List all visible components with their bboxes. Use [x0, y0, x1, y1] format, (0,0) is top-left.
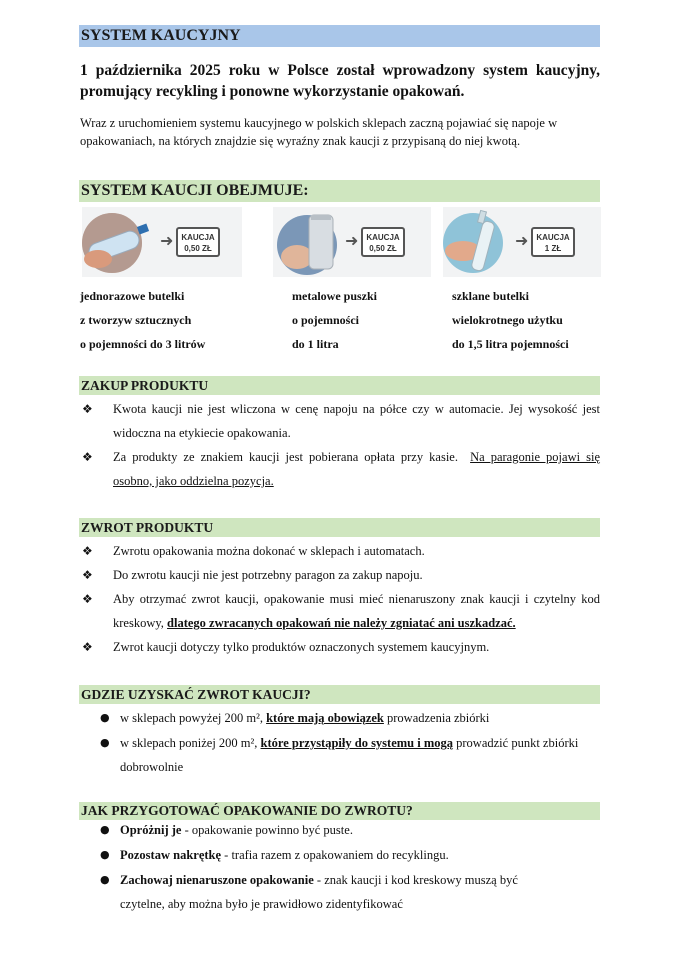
plastic-bottle-image: ➜ KAUCJA 0,50 ZŁ	[82, 207, 242, 277]
round-bullet-icon: ●	[100, 711, 110, 724]
diamond-bullet-icon: ❖	[82, 592, 93, 606]
where-heading: GDZIE UZYSKAĆ ZWROT KAUCJI?	[79, 685, 600, 704]
round-bullet-icon: ●	[100, 873, 110, 886]
round-bullet-icon: ●	[100, 736, 110, 749]
diamond-bullet-icon: ❖	[82, 450, 93, 464]
return-heading: ZWROT PRODUKTU	[79, 518, 600, 537]
round-bullet-icon: ●	[100, 823, 110, 836]
list-item: ❖ Zwrotu opakowania można dokonać w sklepach i automatach.	[80, 539, 600, 563]
lead-paragraph: Wraz z uruchomieniem systemu kaucyjnego w polskich sklepach zaczną pojawiać się napoje w opakowaniach, na których znajdzie się wyraźny znak kaucji z przypisaną do niej kwotą.	[80, 116, 558, 148]
coverage-item-glass: szklane butelki wielokrotnego użytku do 1,5 litra pojemności	[452, 289, 569, 351]
list-item: ● w sklepach powyżej 200 m², które mają obowiązek prowadzenia zbiórki	[100, 706, 600, 730]
list-item: ❖ Kwota kaucji nie jest wliczona w cenę napoju na półce czy w automacie. Jej wysokość jest widoczna na etykiecie opakowania.	[80, 397, 600, 445]
list-item: ❖ Do zwrotu kaucji nie jest potrzebny paragon za zakup napoju.	[80, 563, 600, 587]
coverage-heading: SYSTEM KAUCJI OBEJMUJE:	[79, 180, 600, 202]
list-item: ● Opróżnij je - opakowanie powinno być puste.	[100, 818, 600, 842]
list-item: ❖ Aby otrzymać zwrot kaucji, opakowanie musi mieć nienaruszony znak kaucji i czytelny kod kreskowy, dlatego zwracanych opakowań nie należy zgniatać ani uszkadzać.	[80, 587, 600, 635]
intro-paragraph: 1 października 2025 roku w Polsce został wprowadzony system kaucyjny, promujący recykling i ponowne wykorzystanie opakowań.	[80, 62, 600, 100]
list-item: ● w sklepach poniżej 200 m², które przystąpiły do systemu i mogą prowadzić punkt zbiórki dobrowolnie	[100, 731, 600, 779]
list-item: ❖ Za produkty ze znakiem kaucji jest pobierana opłata przy kasie. Na paragonie pojawi się osobno, jako oddzielna pozycja.	[80, 445, 600, 493]
deposit-tag: KAUCJA 1 ZŁ	[531, 227, 575, 257]
metal-can-image: ➜ KAUCJA 0,50 ZŁ	[273, 207, 431, 277]
diamond-bullet-icon: ❖	[82, 544, 93, 558]
receipt-note: Na paragonie pojawi się osobno, jako oddzielna pozycja.	[113, 450, 601, 488]
diamond-bullet-icon: ❖	[82, 402, 93, 416]
diamond-bullet-icon: ❖	[82, 640, 93, 654]
list-item: ● Zachowaj nienaruszone opakowanie - znak kaucji i kod kreskowy muszą być czytelne, aby można było je prawidłowo zidentyfikować	[100, 868, 600, 916]
list-item: ❖ Zwrot kaucji dotyczy tylko produktów oznaczonych systemem kaucyjnym.	[80, 635, 600, 659]
coverage-item-plastic: jednorazowe butelki z tworzyw sztucznych o pojemności do 3 litrów	[80, 289, 206, 351]
deposit-tag: KAUCJA 0,50 ZŁ	[361, 227, 405, 257]
round-bullet-icon: ●	[100, 848, 110, 861]
list-item: ● Pozostaw nakrętkę - trafia razem z opakowaniem do recyklingu.	[100, 843, 600, 867]
page-title: SYSTEM KAUCYJNY	[79, 25, 600, 47]
coverage-item-can: metalowe puszki o pojemności do 1 litra	[292, 289, 377, 351]
purchase-heading: ZAKUP PRODUKTU	[79, 376, 600, 395]
prepare-heading: JAK PRZYGOTOWAĆ OPAKOWANIE DO ZWROTU?	[79, 802, 600, 820]
glass-bottle-image: ➜ KAUCJA 1 ZŁ	[443, 207, 601, 277]
deposit-tag: KAUCJA 0,50 ZŁ	[176, 227, 220, 257]
diamond-bullet-icon: ❖	[82, 568, 93, 582]
